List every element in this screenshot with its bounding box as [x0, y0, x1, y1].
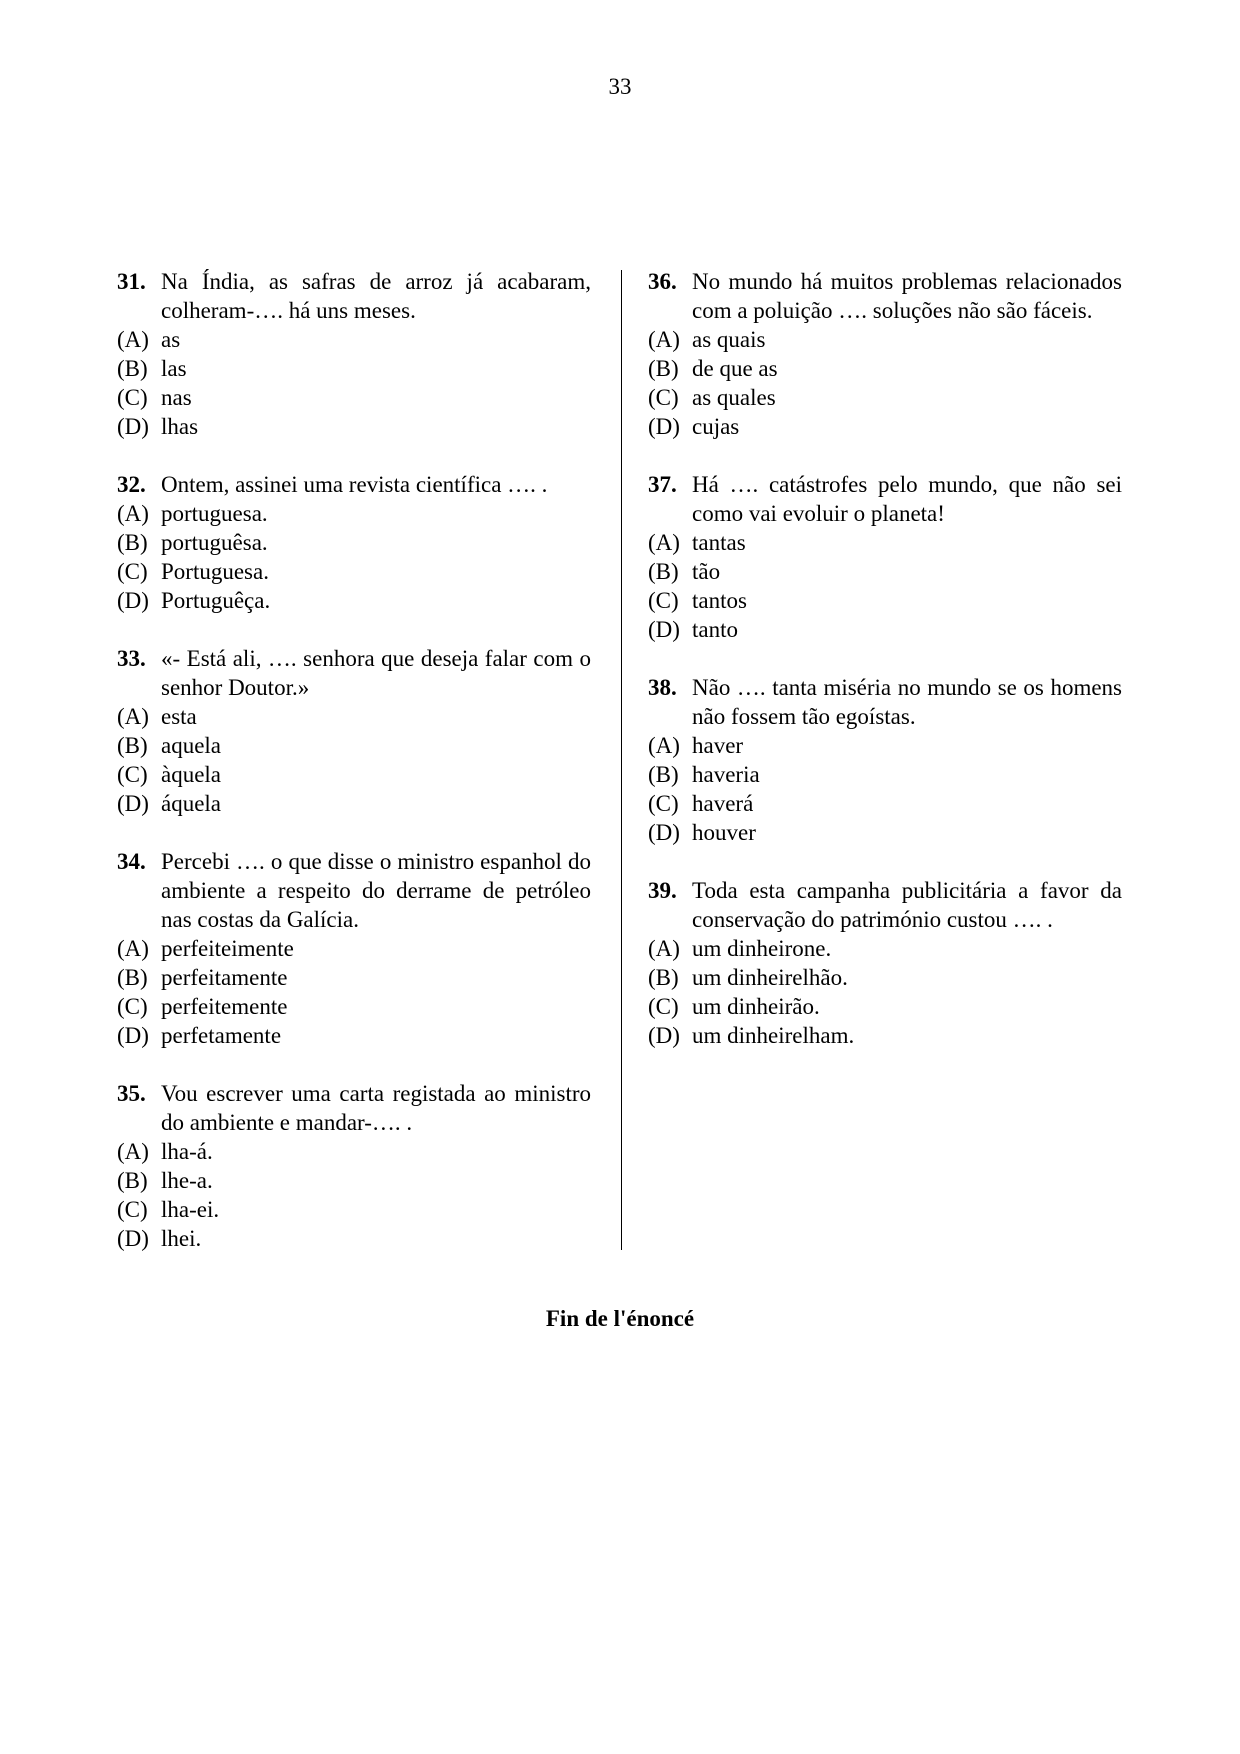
question-number: 34. [117, 849, 146, 874]
option-d [648, 615, 1122, 644]
option-text: tanto [692, 617, 738, 642]
question-34 [117, 847, 591, 1050]
end-of-statement: Fin de l'énoncé [545, 1306, 695, 1331]
option-c [648, 992, 1122, 1021]
option-label: (D) [117, 1226, 149, 1251]
option-text: perfeitemente [161, 994, 288, 1019]
option-text: perfeiteimente [161, 936, 294, 961]
option-a [117, 1137, 591, 1166]
option-label: (A) [117, 327, 149, 352]
question-number: 32. [117, 472, 146, 497]
option-b [117, 528, 591, 557]
option-c [648, 586, 1122, 615]
option-text: lha-ei. [161, 1197, 220, 1222]
option-text: las [161, 356, 187, 381]
question-stem [648, 876, 1122, 934]
option-label: (D) [648, 617, 680, 642]
option-label: (B) [117, 530, 148, 555]
option-c [117, 383, 591, 412]
option-label: (A) [117, 501, 149, 526]
question-number: 39. [648, 878, 677, 903]
question-text: No mundo há muitos problemas relacionados com a poluição …. soluções não são fáceis. [692, 269, 1122, 323]
option-text: àquela [161, 762, 222, 787]
option-b [117, 963, 591, 992]
option-b [117, 354, 591, 383]
option-a [648, 325, 1122, 354]
option-text: um dinheirelhão. [692, 965, 848, 990]
option-label: (A) [648, 327, 680, 352]
option-text: perfetamente [161, 1023, 282, 1048]
option-d [648, 1021, 1122, 1050]
option-d [117, 789, 591, 818]
question-35 [117, 1079, 591, 1253]
option-c [117, 992, 591, 1021]
option-label: (C) [648, 791, 679, 816]
option-label: (D) [117, 588, 149, 613]
option-text: áquela [161, 791, 222, 816]
option-label: (D) [117, 791, 149, 816]
option-text: um dinheirelham. [692, 1023, 855, 1048]
option-text: as [161, 327, 181, 352]
option-a [648, 934, 1122, 963]
right-column [648, 267, 1122, 1079]
question-number: 36. [648, 269, 677, 294]
option-text: lhei. [161, 1226, 202, 1251]
option-text: tantos [692, 588, 747, 613]
option-d [117, 586, 591, 615]
option-text: tantas [692, 530, 746, 555]
option-label: (A) [648, 936, 680, 961]
option-text: perfeitamente [161, 965, 288, 990]
option-label: (C) [117, 994, 148, 1019]
option-b [117, 731, 591, 760]
option-text: um dinheirone. [692, 936, 832, 961]
question-text: Há …. catástrofes pelo mundo, que não sei como vai evoluir o planeta! [692, 472, 1122, 526]
option-text: esta [161, 704, 197, 729]
option-label: (D) [117, 1023, 149, 1048]
option-b [117, 1166, 591, 1195]
option-text: aquela [161, 733, 222, 758]
option-a [117, 702, 591, 731]
option-label: (C) [117, 559, 148, 584]
question-39 [648, 876, 1122, 1050]
option-text: haverá [692, 791, 754, 816]
question-stem [648, 673, 1122, 731]
option-c [648, 383, 1122, 412]
option-text: lha-á. [161, 1139, 213, 1164]
question-text: Toda esta campanha publicitária a favor da conservação do património custou …. . [692, 878, 1122, 932]
option-text: lhe-a. [161, 1168, 213, 1193]
option-b [648, 557, 1122, 586]
column-divider [621, 270, 622, 1250]
option-label: (C) [117, 1197, 148, 1222]
option-d [117, 1021, 591, 1050]
question-text: Percebi …. o que disse o ministro espanhol do ambiente a respeito do derrame de petróleo nas costas da Galícia. [161, 849, 591, 932]
question-31 [117, 267, 591, 441]
option-d [117, 412, 591, 441]
question-stem [117, 267, 591, 325]
option-label: (C) [117, 762, 148, 787]
option-label: (B) [117, 356, 148, 381]
question-text: Ontem, assinei uma revista científica …. . [161, 472, 548, 497]
question-stem [117, 470, 591, 499]
option-text: haveria [692, 762, 760, 787]
question-number: 38. [648, 675, 677, 700]
option-text: tão [692, 559, 721, 584]
question-stem [117, 644, 591, 702]
question-number: 35. [117, 1081, 146, 1106]
question-text: Na Índia, as safras de arroz já acabaram, colheram-…. há uns meses. [161, 269, 591, 323]
option-text: portuguêsa. [161, 530, 268, 555]
option-c [117, 557, 591, 586]
option-text: houver [692, 820, 756, 845]
question-38 [648, 673, 1122, 847]
option-text: as quais [692, 327, 766, 352]
question-stem [648, 267, 1122, 325]
question-number: 33. [117, 646, 146, 671]
option-text: cujas [692, 414, 740, 439]
question-number: 37. [648, 472, 677, 497]
question-36 [648, 267, 1122, 441]
option-label: (D) [117, 414, 149, 439]
question-stem [117, 847, 591, 934]
question-text: Vou escrever uma carta registada ao ministro do ambiente e mandar-…. . [161, 1081, 591, 1135]
option-label: (A) [117, 936, 149, 961]
option-text: de que as [692, 356, 778, 381]
option-c [648, 789, 1122, 818]
option-label: (D) [648, 1023, 680, 1048]
question-text: «- Está ali, …. senhora que deseja falar com o senhor Doutor.» [161, 646, 591, 700]
option-label: (B) [117, 1168, 148, 1193]
option-label: (B) [648, 965, 679, 990]
option-label: (C) [117, 385, 148, 410]
option-text: um dinheirão. [692, 994, 820, 1019]
option-label: (D) [648, 414, 680, 439]
option-label: (A) [648, 733, 680, 758]
question-33 [117, 644, 591, 818]
option-a [117, 934, 591, 963]
option-label: (B) [648, 762, 679, 787]
option-d [117, 1224, 591, 1253]
option-text: as quales [692, 385, 776, 410]
option-d [648, 412, 1122, 441]
option-b [648, 963, 1122, 992]
question-stem [648, 470, 1122, 528]
option-label: (A) [648, 530, 680, 555]
option-a [648, 528, 1122, 557]
question-text: Não …. tanta miséria no mundo se os homens não fossem tão egoístas. [692, 675, 1122, 729]
option-b [648, 760, 1122, 789]
option-label: (B) [648, 356, 679, 381]
option-a [648, 731, 1122, 760]
question-stem [117, 1079, 591, 1137]
option-label: (B) [117, 733, 148, 758]
option-label: (A) [117, 1139, 149, 1164]
page-number: 33 [608, 74, 632, 99]
option-label: (B) [117, 965, 148, 990]
option-c [117, 1195, 591, 1224]
option-label: (D) [648, 820, 680, 845]
option-a [117, 499, 591, 528]
option-label: (C) [648, 588, 679, 613]
left-column [117, 267, 591, 1282]
option-label: (C) [648, 994, 679, 1019]
option-c [117, 760, 591, 789]
question-32 [117, 470, 591, 615]
option-text: Portuguesa. [161, 559, 269, 584]
option-label: (A) [117, 704, 149, 729]
question-number: 31. [117, 269, 146, 294]
option-d [648, 818, 1122, 847]
option-label: (C) [648, 385, 679, 410]
option-text: nas [161, 385, 192, 410]
option-b [648, 354, 1122, 383]
option-label: (B) [648, 559, 679, 584]
option-text: lhas [161, 414, 199, 439]
question-37 [648, 470, 1122, 644]
option-text: portuguesa. [161, 501, 268, 526]
option-text: haver [692, 733, 744, 758]
option-text: Portuguêça. [161, 588, 271, 613]
option-a [117, 325, 591, 354]
